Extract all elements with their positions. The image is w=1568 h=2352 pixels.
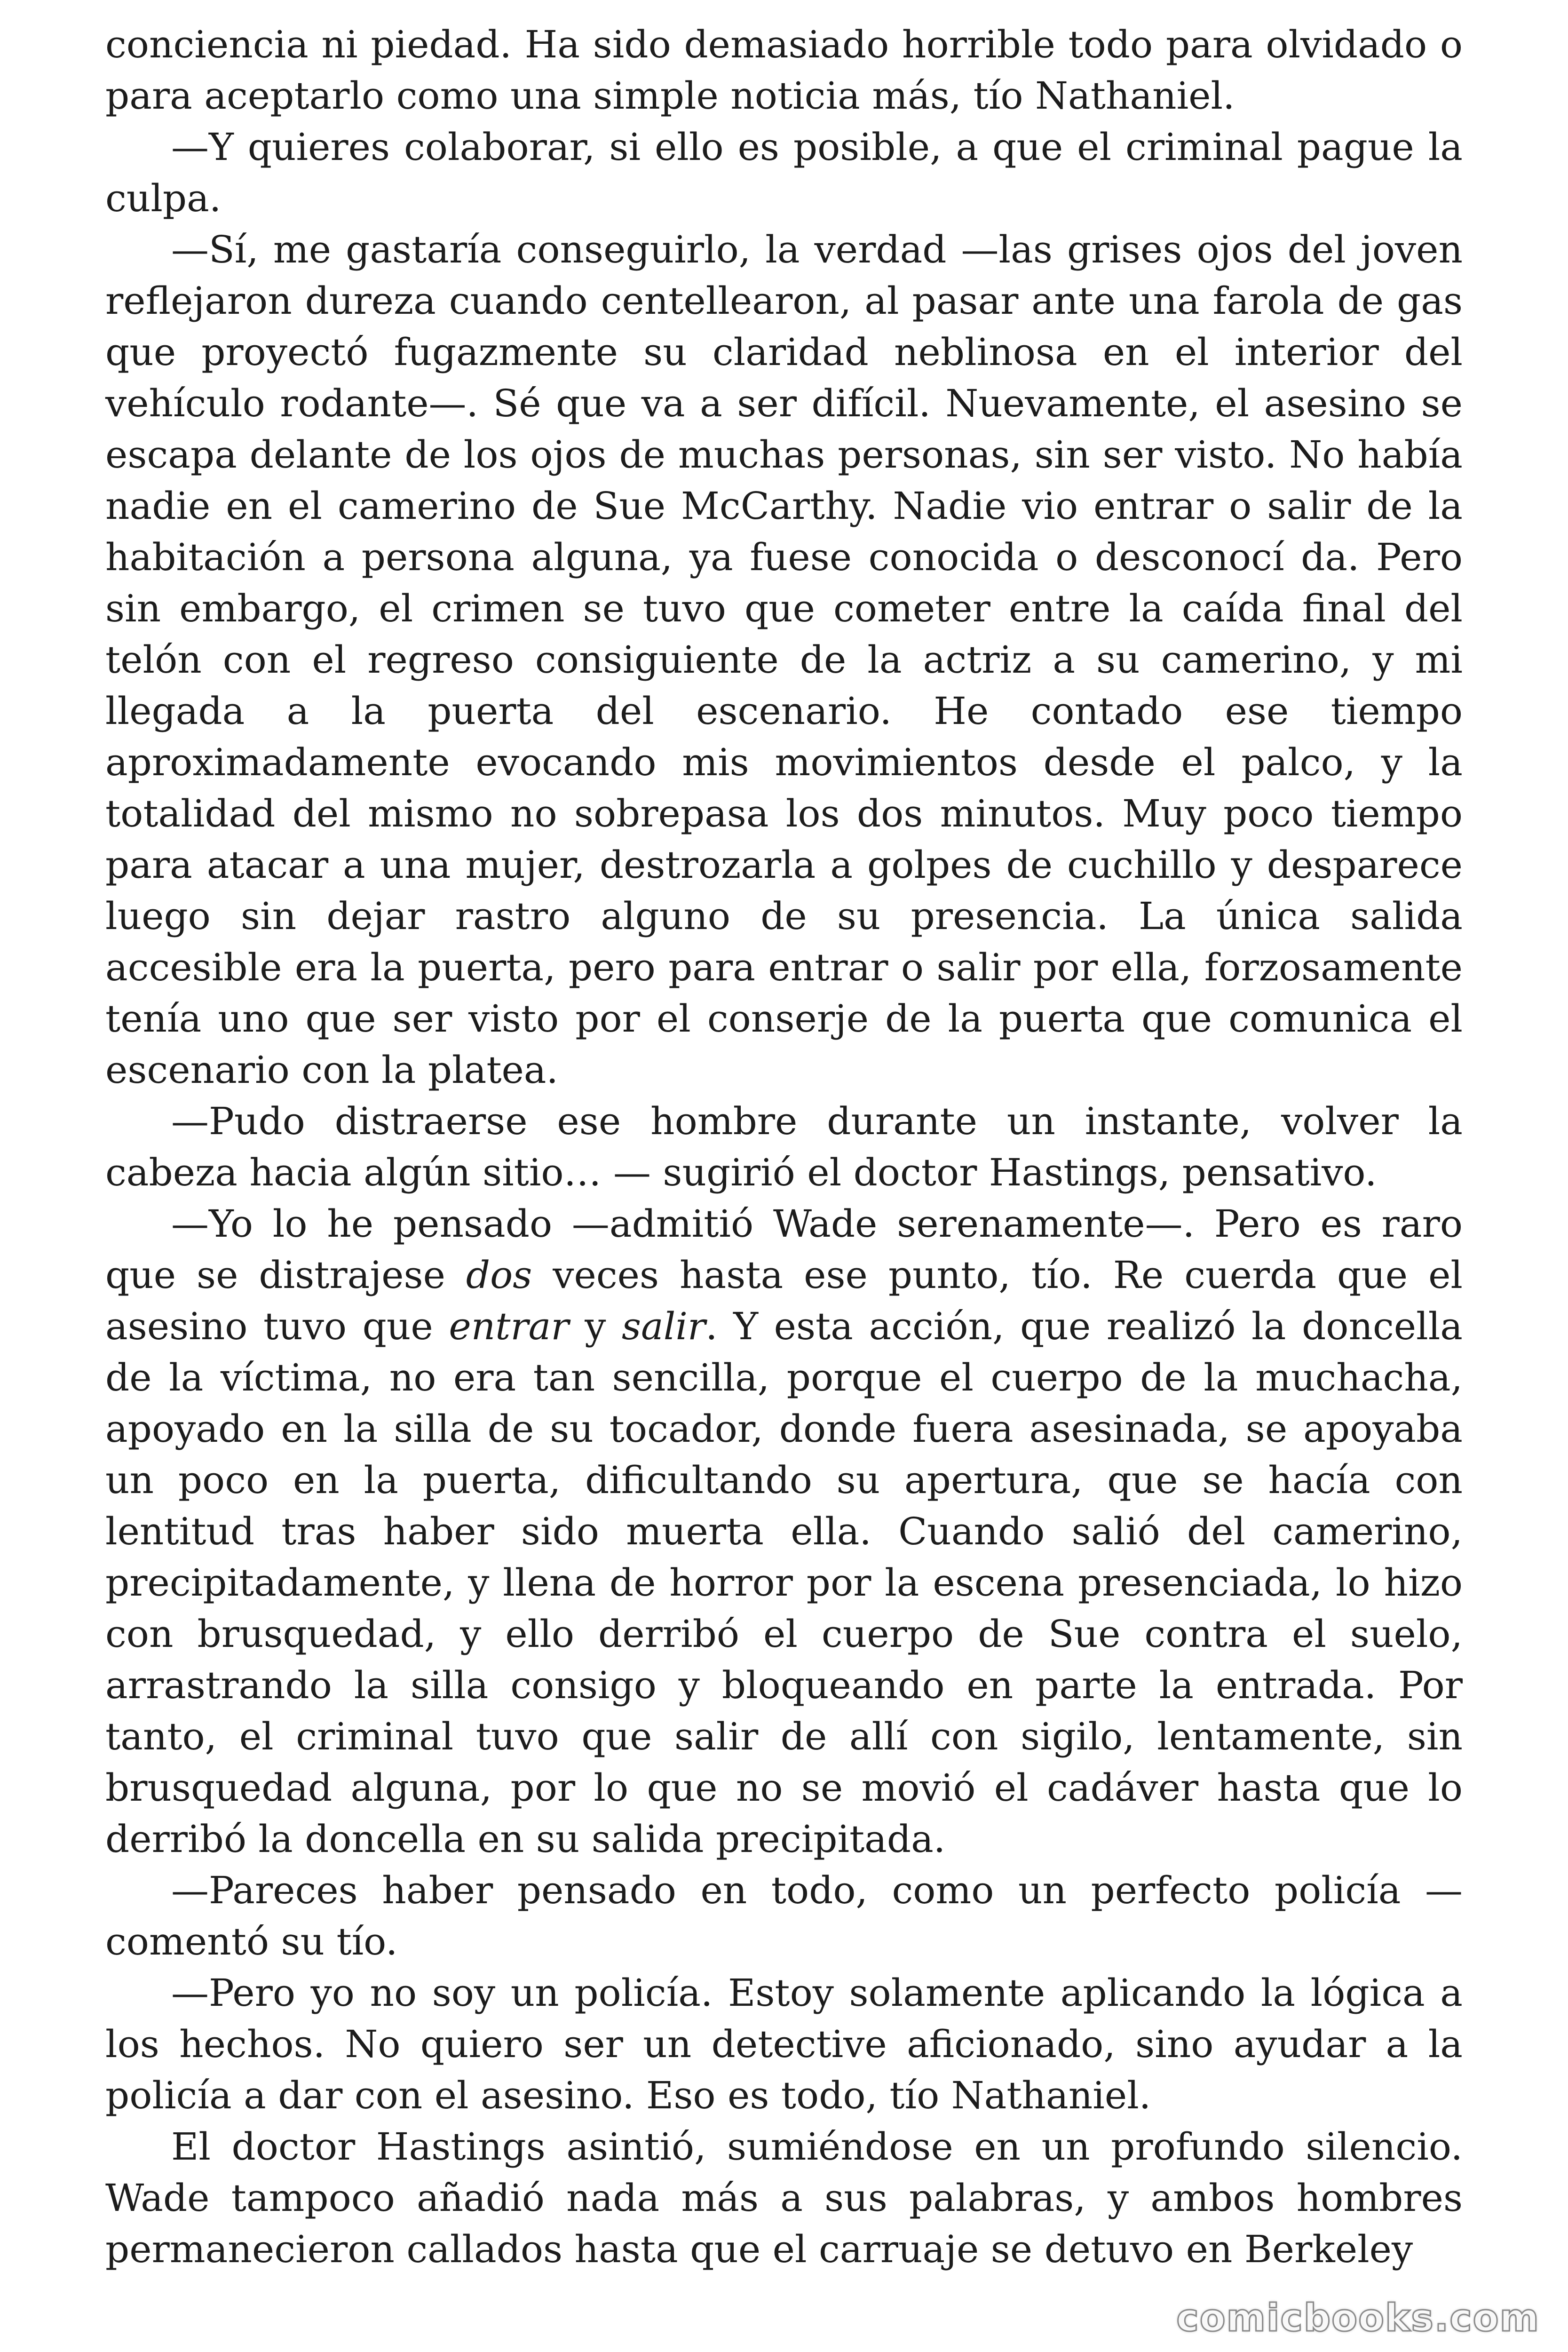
text-run: y: [569, 1304, 622, 1348]
italic-text: entrar: [449, 1304, 569, 1348]
watermark: comicbooks.com: [1176, 2296, 1540, 2340]
text-run: . Y esta acción, que realizó la doncella de la víctima, no era tan sencilla, porque el cuerpo de la muchacha, apoyado en la silla de su tocador, donde fuera asesinada, se apoyaba un poco en la puerta, dificultando su apertura, que se hacía con lentitud tras haber sido muerta ella. Cuando salió del camerino, precipitadamente, y llena de horror por la escena presenciada, lo hizo con brusquedad, y ello derribó el cuerpo de Sue contra el suelo, arrastrando la silla consigo y bloqueando en parte la entrada. Por tanto, el criminal tuvo que salir de allí con sigilo, lentamente, sin brusquedad alguna, por lo que no se movió el cadáver hasta que lo derribó la doncella en su salida precipitada.: [105, 1304, 1463, 1861]
text-run: —Pareces haber pensado en todo, como un perfecto policía — comentó su tío.: [105, 1868, 1463, 1963]
paragraph: [105, 1198, 1463, 1865]
paragraph: [105, 1865, 1463, 1967]
text-run: —Sí, me gastaría conseguirlo, la verdad —las grises ojos del joven reflejaron dureza cuando centellearon, al pasar ante una farola de gas que proyectó fugazmente su claridad neblinosa en el interior del vehículo rodante—. Sé que va a ser difícil. Nuevamente, el asesino se escapa delante de los ojos de muchas personas, sin ser visto. No había nadie en el camerino de Sue McCarthy. Nadie vio entrar o salir de la habitación a persona alguna, ya fuese conocida o desconocí da. Pero sin embargo, el crimen se tuvo que cometer entre la caída final del telón con el regreso consiguiente de la actriz a su camerino, y mi llegada a la puerta del escenario. He contado ese tiempo aproximadamente evocando mis movimientos desde el palco, y la totalidad del mismo no sobrepasa los dos minutos. Muy poco tiempo para atacar a una mujer, destrozarla a golpes de cuchillo y desparece luego sin dejar rastro alguno de su presencia. La única salida accesible era la puerta, pero para entrar o salir por ella, forzosamente tenía uno que ser visto por el conserje de la puerta que comunica el escenario con la platea.: [105, 228, 1463, 1092]
paragraph: [105, 2121, 1463, 2275]
text-run: —Yo lo he pensado —admitió Wade serenamente—. Pero es raro que se distrajese: [105, 1202, 1463, 1297]
text-run: —Y quieres colaborar, si ello es posible, a que el criminal pague la culpa.: [105, 125, 1463, 220]
text-run: —Pero yo no soy un policía. Estoy solamente aplicando la lógica a los hechos. No quiero ser un detective aficionado, sino ayudar a la policía a dar con el asesino. Eso es todo, tío Nathaniel.: [105, 1971, 1463, 2117]
paragraph: [105, 121, 1463, 224]
text-run: veces hasta ese punto, tío. Re cuerda que el asesino tuvo que: [105, 1253, 1463, 1348]
text-run: —Pudo distraerse ese hombre durante un instante, volver la cabeza hacia algún sitio… — sugirió el doctor Hastings, pensativo.: [105, 1099, 1463, 1194]
book-page-text: [105, 19, 1463, 2275]
italic-text: salir: [622, 1304, 706, 1348]
italic-text: dos: [466, 1253, 532, 1297]
paragraph: [105, 19, 1463, 121]
text-run: El doctor Hastings asintió, sumiéndose en un profundo silencio. Wade tampoco añadió nada más a sus palabras, y ambos hombres permanecieron callados hasta que el carruaje se detuvo en Berkeley: [105, 2125, 1463, 2271]
paragraph: [105, 224, 1463, 1096]
paragraph: [105, 1096, 1463, 1198]
paragraph: [105, 1967, 1463, 2121]
text-run: conciencia ni piedad. Ha sido demasiado horrible todo para olvidado o para aceptarlo como una simple noticia más, tío Nathaniel.: [105, 23, 1463, 118]
